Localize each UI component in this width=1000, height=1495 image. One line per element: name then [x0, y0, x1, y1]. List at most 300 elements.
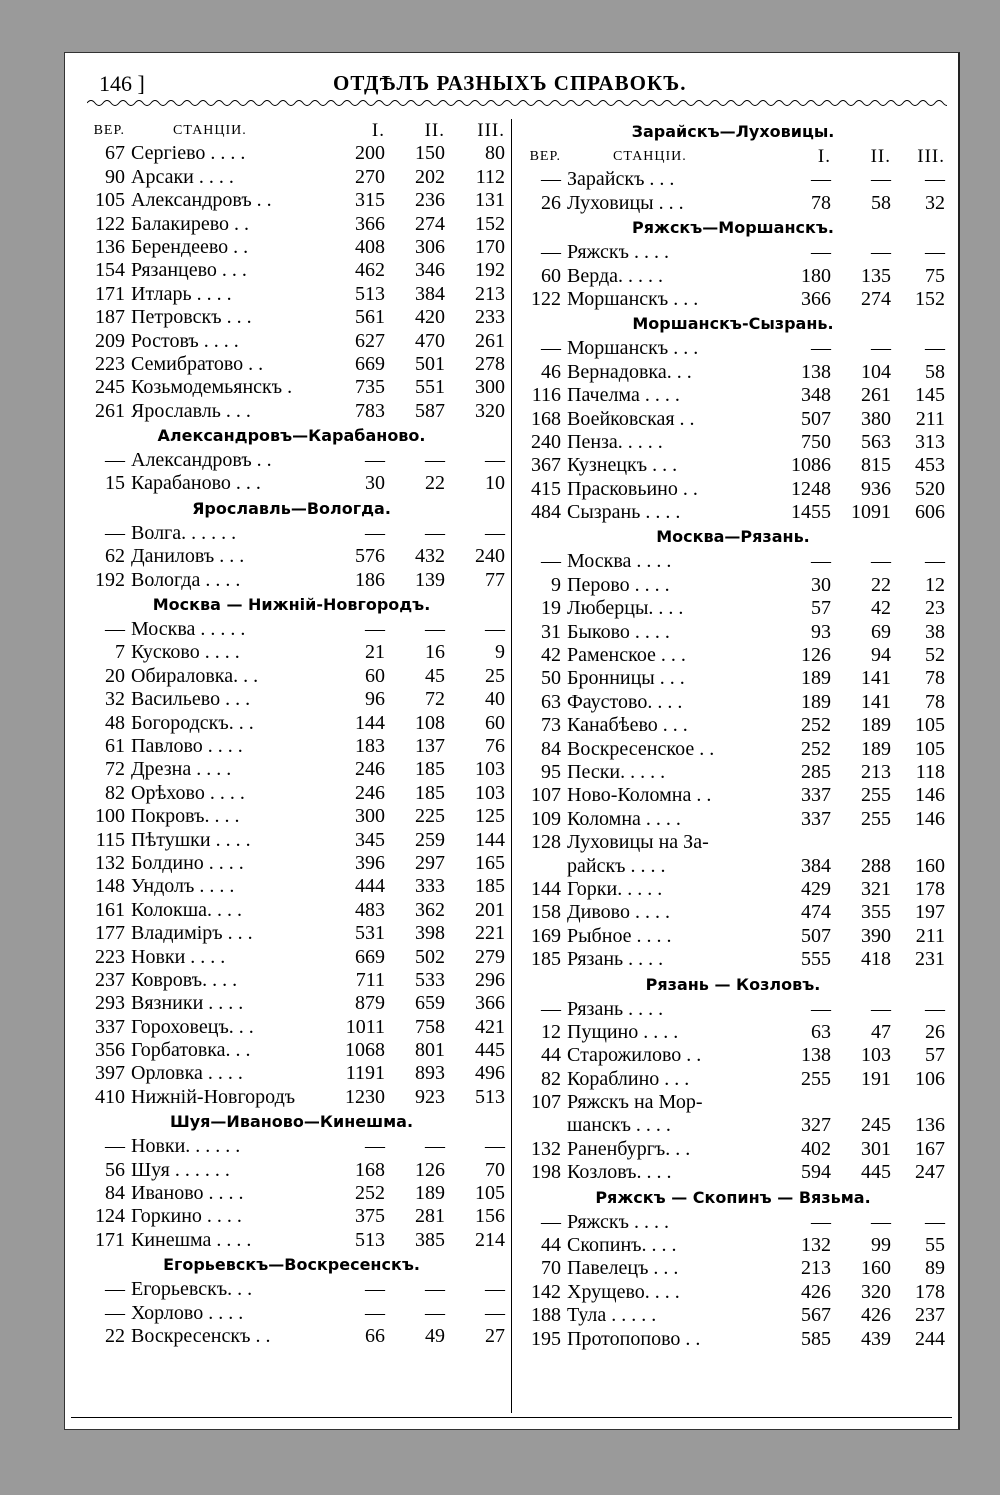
- table-row: [73, 1325, 510, 1348]
- class2-fare: 501: [415, 352, 445, 375]
- verst-cell: 128: [531, 831, 561, 854]
- station-cell: Моршанскъ . . .: [567, 287, 699, 310]
- station-cell: Пѣтушки . . . .: [131, 828, 251, 851]
- table-row: [513, 265, 953, 288]
- class2-fare: 301: [861, 1137, 891, 1160]
- table-row: [513, 337, 953, 360]
- table-row: [513, 431, 953, 454]
- class3-fare: 57: [925, 1044, 945, 1067]
- section-title: Ярославль—Вологда.: [192, 498, 391, 518]
- class3-fare: 12: [925, 573, 945, 596]
- class2-fare: 160: [861, 1257, 891, 1280]
- verst-cell: 397: [95, 1062, 125, 1085]
- verst-cell: 60: [541, 264, 561, 287]
- class3-fare: 152: [475, 212, 505, 235]
- class2-fare: 141: [861, 667, 891, 690]
- class1-fare: —: [365, 449, 385, 472]
- table-row: [73, 922, 510, 945]
- right-column: [513, 119, 953, 1351]
- station-cell: Моршанскъ . . .: [567, 337, 699, 360]
- verst-cell: 169: [531, 924, 561, 947]
- station-cell: Даниловъ . . .: [131, 545, 245, 568]
- class1-fare: 255: [801, 1067, 831, 1090]
- class2-fare: 533: [415, 968, 445, 991]
- station-cell: Ново-Коломна . .: [567, 784, 712, 807]
- class2-fare: 306: [415, 235, 445, 258]
- station-cell: Балакирево . .: [131, 212, 249, 235]
- class1-fare: 337: [801, 784, 831, 807]
- class1-fare: 585: [801, 1327, 831, 1350]
- class2-fare: 815: [861, 454, 891, 477]
- class1-fare: 315: [355, 189, 385, 212]
- table-row: [73, 569, 510, 592]
- table-row: [73, 1039, 510, 1062]
- class2-fare: 320: [861, 1280, 891, 1303]
- class2-fare: 185: [415, 758, 445, 781]
- verst-cell: 82: [105, 781, 125, 804]
- section-title: Москва — Нижнiй-Новгородъ.: [152, 595, 431, 615]
- class2-fare: 58: [871, 191, 891, 214]
- table-row: [513, 408, 953, 431]
- class2-fare: 274: [415, 212, 445, 235]
- table-row: [73, 1062, 510, 1085]
- table-row: [73, 665, 510, 688]
- class3-fare: 214: [475, 1228, 505, 1251]
- verst-cell: —: [541, 241, 561, 264]
- class2-fare: 213: [861, 760, 891, 783]
- verst-cell: 84: [541, 737, 561, 760]
- station-cell: Орловка . . . .: [131, 1062, 243, 1085]
- class3-fare: 421: [475, 1015, 505, 1038]
- class1-fare: 594: [801, 1161, 831, 1184]
- station-cell: Гороховецъ. . .: [131, 1015, 254, 1038]
- class3-fare: 145: [915, 384, 945, 407]
- class1-fare: 30: [365, 472, 385, 495]
- station-cell: Горкино . . . .: [131, 1205, 242, 1228]
- station-cell: Обираловка. . .: [131, 664, 259, 687]
- class2-fare: 281: [415, 1205, 445, 1228]
- class3-fare: —: [925, 337, 945, 360]
- station-cell: Воскресенскъ . .: [131, 1324, 271, 1347]
- class2-fare: 22: [425, 472, 445, 495]
- station-cell: Быково . . . .: [567, 620, 670, 643]
- class2-fare: 923: [415, 1085, 445, 1108]
- table-row: [73, 1159, 510, 1182]
- verst-cell: 198: [531, 1161, 561, 1184]
- table-row: [73, 992, 510, 1015]
- table-row: [513, 454, 953, 477]
- station-cell: Пущино . . . .: [567, 1020, 679, 1043]
- class1-fare: 78: [811, 191, 831, 214]
- class1-fare: 561: [355, 306, 385, 329]
- class1-fare: 345: [355, 828, 385, 851]
- verst-cell: 158: [531, 901, 561, 924]
- verst-cell: 15: [105, 472, 125, 495]
- station-cell: Дрезна . . . .: [131, 758, 232, 781]
- station-cell: Павлово . . . .: [131, 734, 243, 757]
- table-row: [513, 478, 953, 501]
- class2-fare: 502: [415, 945, 445, 968]
- verst-cell: —: [105, 449, 125, 472]
- verst-cell: 240: [531, 430, 561, 453]
- class3-fare: 27: [485, 1324, 505, 1347]
- class3-fare: 170: [475, 235, 505, 258]
- class3-fare: 201: [475, 898, 505, 921]
- verst-cell: —: [105, 618, 125, 641]
- class2-fare: 245: [861, 1114, 891, 1137]
- class1-fare: 183: [355, 734, 385, 757]
- class1-fare: —: [811, 997, 831, 1020]
- station-cell: Рязанцево . . .: [131, 259, 247, 282]
- class2-fare: 103: [861, 1044, 891, 1067]
- station-cell: Рязань . . . .: [567, 997, 664, 1020]
- verst-cell: 9: [551, 573, 561, 596]
- class2-fare: 259: [415, 828, 445, 851]
- station-cell: Луховицы . . .: [567, 191, 684, 214]
- class3-fare: 178: [915, 1280, 945, 1303]
- station-cell: Болдино . . . .: [131, 851, 244, 874]
- class2-fare: 936: [861, 477, 891, 500]
- class1-fare: 138: [801, 360, 831, 383]
- class1-fare: —: [811, 241, 831, 264]
- verst-cell: 192: [95, 568, 125, 591]
- table-row: [513, 1257, 953, 1280]
- table-row: [73, 189, 510, 212]
- class2-fare: 141: [861, 690, 891, 713]
- class1-fare: 396: [355, 851, 385, 874]
- class3-fare: 197: [915, 901, 945, 924]
- class2-fare: 355: [861, 901, 891, 924]
- table-row: [73, 449, 510, 472]
- table-row: [73, 829, 510, 852]
- station-cell: Дивово . . . .: [567, 901, 670, 924]
- class3-fare: 105: [915, 714, 945, 737]
- class1-fare: 93: [811, 620, 831, 643]
- class1-fare: 144: [355, 711, 385, 734]
- class3-fare: 606: [915, 501, 945, 524]
- table-row: [513, 761, 953, 784]
- table-row: [73, 236, 510, 259]
- table-row: [513, 597, 953, 620]
- table-row: [513, 1138, 953, 1161]
- class1-fare: 735: [355, 376, 385, 399]
- class1-fare: 189: [801, 667, 831, 690]
- class2-fare: —: [425, 521, 445, 544]
- verst-cell: 56: [105, 1158, 125, 1181]
- class1-fare: 669: [355, 945, 385, 968]
- verst-cell: 12: [541, 1020, 561, 1043]
- class2-fare: —: [871, 241, 891, 264]
- wavy-rule: [87, 97, 947, 109]
- verst-cell: 122: [95, 212, 125, 235]
- verst-cell: 195: [531, 1327, 561, 1350]
- class1-fare: 879: [355, 992, 385, 1015]
- table-row: [73, 641, 510, 664]
- section-title: Шуя—Иваново—Кинешма.: [169, 1112, 414, 1132]
- class1-fare: 408: [355, 235, 385, 258]
- station-cell: Семибратово . .: [131, 352, 264, 375]
- class3-fare: 55: [925, 1234, 945, 1257]
- station-header: СТАНЦIИ.: [613, 149, 687, 164]
- class1-fare: 246: [355, 781, 385, 804]
- verst-cell: 84: [105, 1182, 125, 1205]
- table-row: [513, 1211, 953, 1234]
- class3-fare: 80: [485, 142, 505, 165]
- class2-fare: 893: [415, 1062, 445, 1085]
- class2-fare: 418: [861, 948, 891, 971]
- table-row: [513, 574, 953, 597]
- station-cell: Ряжскъ . . . .: [567, 241, 669, 264]
- verst-cell: —: [541, 1210, 561, 1233]
- verst-cell: 223: [95, 352, 125, 375]
- class2-header: II.: [870, 146, 891, 167]
- verst-cell: 367: [531, 454, 561, 477]
- verst-cell: 7: [115, 641, 125, 664]
- station-cell: Верда. . . . .: [567, 264, 664, 287]
- verst-cell: —: [541, 168, 561, 191]
- class1-fare: 627: [355, 329, 385, 352]
- verst-cell: 410: [95, 1085, 125, 1108]
- class3-fare: 221: [475, 922, 505, 945]
- class2-fare: 445: [861, 1161, 891, 1184]
- class1-fare: 513: [355, 282, 385, 305]
- verst-cell: 73: [541, 714, 561, 737]
- class1-fare: 57: [811, 597, 831, 620]
- class1-fare: 252: [801, 737, 831, 760]
- verst-cell: 132: [95, 851, 125, 874]
- station-cell: Тула . . . . .: [567, 1304, 657, 1327]
- class3-fare: 244: [915, 1327, 945, 1350]
- station-cell: Ярославль . . .: [131, 399, 251, 422]
- station-cell: Москва . . . . .: [131, 618, 246, 641]
- class2-fare: 45: [425, 664, 445, 687]
- verst-cell: 62: [105, 545, 125, 568]
- verst-cell: 188: [531, 1304, 561, 1327]
- class2-fare: 236: [415, 189, 445, 212]
- station-cell: Васильево . . .: [131, 688, 251, 711]
- class1-fare: 783: [355, 399, 385, 422]
- class2-fare: 139: [415, 568, 445, 591]
- station-cell: Сызрань . . . .: [567, 501, 681, 524]
- class2-fare: 758: [415, 1015, 445, 1038]
- verst-cell: 142: [531, 1280, 561, 1303]
- class2-fare: 432: [415, 545, 445, 568]
- verst-cell: 61: [105, 734, 125, 757]
- class1-fare: 1248: [791, 477, 831, 500]
- verst-cell: 31: [541, 620, 561, 643]
- class3-fare: 240: [475, 545, 505, 568]
- class1-fare: 1230: [345, 1085, 385, 1108]
- verst-cell: 107: [531, 1091, 561, 1114]
- left-column: [73, 119, 510, 1348]
- class3-fare: 261: [475, 329, 505, 352]
- verst-cell: 245: [95, 376, 125, 399]
- class3-fare: —: [925, 997, 945, 1020]
- table-row: [513, 831, 953, 854]
- class1-fare: 462: [355, 259, 385, 282]
- class3-fare: 10: [485, 472, 505, 495]
- verst-cell: 63: [541, 690, 561, 713]
- class1-fare: 327: [801, 1114, 831, 1137]
- class3-fare: 178: [915, 877, 945, 900]
- table-row: [73, 142, 510, 165]
- class3-fare: 125: [475, 805, 505, 828]
- class3-fare: 300: [475, 376, 505, 399]
- station-cell: Кораблино . . .: [567, 1067, 690, 1090]
- table-row: [513, 691, 953, 714]
- class1-fare: —: [365, 521, 385, 544]
- station-cell: Ряжскъ . . . .: [567, 1210, 669, 1233]
- class3-fare: 165: [475, 851, 505, 874]
- verst-cell: 154: [95, 259, 125, 282]
- station-cell: Арсаки . . . .: [131, 165, 234, 188]
- section-title: Ряжскъ—Моршанскъ.: [632, 218, 834, 238]
- verst-header: ВЕР.: [529, 149, 561, 164]
- table-row: [513, 878, 953, 901]
- verst-cell: 100: [95, 805, 125, 828]
- verst-cell: 22: [105, 1324, 125, 1347]
- verst-cell: —: [105, 1278, 125, 1301]
- station-cell: Кусково . . . .: [131, 641, 240, 664]
- station-cell: Шуя . . . . . .: [131, 1158, 230, 1181]
- verst-cell: 70: [541, 1257, 561, 1280]
- class3-fare: 25: [485, 664, 505, 687]
- verst-cell: 237: [95, 968, 125, 991]
- class2-fare: 94: [871, 644, 891, 667]
- class3-fare: —: [485, 1278, 505, 1301]
- verst-cell: 124: [95, 1205, 125, 1228]
- class2-fare: —: [871, 550, 891, 573]
- station-cell: Козьмодемьянскъ .: [131, 376, 293, 399]
- class1-fare: 555: [801, 948, 831, 971]
- class3-fare: 445: [475, 1039, 505, 1062]
- class2-fare: 99: [871, 1234, 891, 1257]
- class2-fare: 385: [415, 1228, 445, 1251]
- station-cell: Хорлово . . . .: [131, 1301, 244, 1324]
- verst-cell: 20: [105, 664, 125, 687]
- station-cell: Протопопово . .: [567, 1327, 701, 1350]
- table-row: [73, 283, 510, 306]
- class2-fare: 362: [415, 898, 445, 921]
- class3-fare: 70: [485, 1158, 505, 1181]
- class3-fare: 76: [485, 734, 505, 757]
- class1-fare: 252: [355, 1182, 385, 1205]
- table-row: [73, 946, 510, 969]
- column-divider: [511, 119, 512, 1413]
- verst-cell: 105: [95, 189, 125, 212]
- class1-fare: 384: [801, 854, 831, 877]
- verst-cell: 48: [105, 711, 125, 734]
- class3-fare: 105: [475, 1182, 505, 1205]
- station-cell: Иваново . . . .: [131, 1182, 244, 1205]
- verst-cell: 67: [105, 142, 125, 165]
- class3-fare: 103: [475, 758, 505, 781]
- class2-fare: 563: [861, 430, 891, 453]
- class3-fare: 247: [915, 1161, 945, 1184]
- class2-fare: 255: [861, 807, 891, 830]
- class2-fare: —: [425, 1135, 445, 1158]
- station-cell: Орѣхово . . . .: [131, 781, 245, 804]
- class3-fare: 146: [915, 807, 945, 830]
- class3-fare: 105: [915, 737, 945, 760]
- station-cell: Рыбное . . . .: [567, 924, 672, 947]
- table-row: [73, 758, 510, 781]
- class2-fare: 255: [861, 784, 891, 807]
- verst-cell: 484: [531, 501, 561, 524]
- station-cell: Воейковская . .: [567, 407, 695, 430]
- verst-cell: 293: [95, 992, 125, 1015]
- verst-cell: —: [105, 1301, 125, 1324]
- verst-cell: —: [541, 550, 561, 573]
- verst-cell: 171: [95, 282, 125, 305]
- station-cell: Рязань . . . .: [567, 948, 664, 971]
- table-row: [73, 1278, 510, 1301]
- station-cell: Горки. . . . .: [567, 877, 663, 900]
- table-row: [513, 384, 953, 407]
- class1-fare: —: [811, 168, 831, 191]
- class1-fare: 507: [801, 407, 831, 430]
- station-cell: Ряжскъ на Мор-: [567, 1091, 703, 1114]
- class2-fare: —: [425, 618, 445, 641]
- class2-fare: 333: [415, 875, 445, 898]
- class3-fare: —: [925, 550, 945, 573]
- class3-fare: 453: [915, 454, 945, 477]
- section-title: Александровъ—Карабаново.: [157, 426, 426, 446]
- class1-fare: 246: [355, 758, 385, 781]
- class3-fare: 38: [925, 620, 945, 643]
- station-cell: райскъ . . . .: [567, 854, 666, 877]
- class2-fare: 189: [415, 1182, 445, 1205]
- class1-fare: 429: [801, 877, 831, 900]
- class1-fare: 483: [355, 898, 385, 921]
- station-cell: Скопинъ. . . .: [567, 1234, 677, 1257]
- page-number: 146 ]: [99, 71, 145, 96]
- station-cell: Волга. . . . . .: [131, 521, 237, 544]
- station-cell: Ковровъ. . . .: [131, 968, 238, 991]
- class1-fare: 474: [801, 901, 831, 924]
- class3-fare: 58: [925, 360, 945, 383]
- verst-header: ВЕР.: [93, 123, 125, 138]
- table-row: [513, 501, 953, 524]
- class2-fare: 390: [861, 924, 891, 947]
- class2-fare: 225: [415, 805, 445, 828]
- class2-fare: 801: [415, 1039, 445, 1062]
- table-row: [73, 805, 510, 828]
- class2-fare: 261: [861, 384, 891, 407]
- class2-fare: 551: [415, 376, 445, 399]
- class3-fare: 366: [475, 992, 505, 1015]
- station-cell: Пески. . . . .: [567, 760, 666, 783]
- table-row: [73, 400, 510, 423]
- class2-fare: 137: [415, 734, 445, 757]
- class1-fare: 444: [355, 875, 385, 898]
- class2-fare: 150: [415, 142, 445, 165]
- section-title: Зарайскъ—Луховицы.: [631, 122, 835, 141]
- class3-fare: 23: [925, 597, 945, 620]
- verst-cell: 44: [541, 1044, 561, 1067]
- class2-fare: 135: [861, 264, 891, 287]
- class3-fare: 185: [475, 875, 505, 898]
- class2-fare: 1091: [851, 501, 891, 524]
- station-cell: Вернадовка. . .: [567, 360, 692, 383]
- verst-cell: 109: [531, 807, 561, 830]
- section-title: Ряжскъ — Скопинъ — Вязьма.: [595, 1187, 871, 1207]
- verst-cell: —: [541, 997, 561, 1020]
- table-row: [73, 522, 510, 545]
- station-cell: Павелецъ . . .: [567, 1257, 679, 1280]
- table-row: [513, 855, 953, 878]
- table-row: [513, 1044, 953, 1067]
